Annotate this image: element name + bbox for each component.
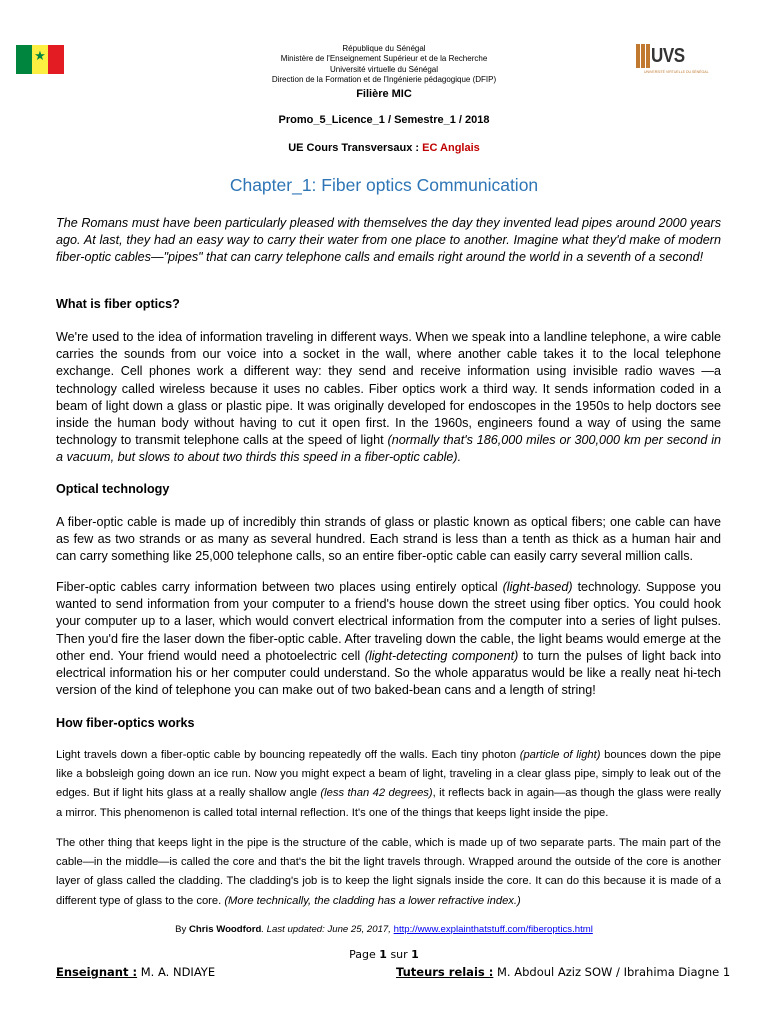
teacher-name: M. A. NDIAYE <box>137 965 216 979</box>
credit-by: By <box>175 924 189 935</box>
footer-tutors <box>396 965 730 979</box>
how-text: , it reflects back in again—as though the glass were really a mirror. This phenomenon is called total internal reflection. It's one of the things that keeps light inside the pipe. <box>56 787 721 819</box>
uvs-logo-text: UVS <box>651 45 685 67</box>
footer-teacher <box>56 965 215 979</box>
ue-name: UE Cours Transversaux : <box>288 142 423 154</box>
institution-header <box>0 44 768 85</box>
header-line: Direction de la Formation et de l'Ingénierie pédagogique (DFIP) <box>271 74 497 84</box>
ue-subject: EC Anglais <box>422 142 480 154</box>
how-italic: (More technically, the cladding has a lower refractive index.) <box>224 894 521 907</box>
header-line: Ministère de l'Enseignement Supérieur et de la Recherche <box>280 54 488 64</box>
section-heading-what: What is fiber optics? <box>56 297 180 311</box>
star-icon: ★ <box>34 49 46 64</box>
page-of-label: sur <box>386 948 412 961</box>
how-paragraph-1 <box>56 746 721 823</box>
page-label: Page <box>349 948 380 961</box>
tutors-label: Tuteurs relais : <box>396 965 494 979</box>
what-italic: (normally that's 186,000 miles or 300,000 km per second in a vacuum, but slows to about two thirds this speed in a fiber-optic cable). <box>56 433 722 465</box>
optical-italic: (light-based) <box>502 580 573 594</box>
credit-line <box>0 924 768 936</box>
section-heading-how: How fiber-optics works <box>56 716 195 730</box>
what-paragraph <box>56 329 721 467</box>
uvs-logo-subtext: UNIVERSITÉ VIRTUELLE DU SÉNÉGAL <box>644 70 709 74</box>
header-line: République du Sénégal <box>342 44 426 53</box>
how-text: The other thing that keeps light in the pipe is the structure of the cable, which is made up of two separate parts. The main part of the cable—in the middle—is called the core and that's the bit the light travels through. Wrapped around the outside of the core is another layer of glass called the cladding. The cladding's job is to keep the light signals inside the core. It can do this because it is made of a different type of glass to the core. <box>56 837 721 907</box>
optical-paragraph-2 <box>56 579 721 699</box>
section-heading-optical: Optical technology <box>56 482 170 496</box>
credit-updated: . Last updated: June 25, 2017, <box>261 924 394 935</box>
page-total: 1 <box>411 948 419 961</box>
optical-text: Fiber-optic cables carry information between two places using entirely optical <box>56 580 503 594</box>
how-paragraph-2 <box>56 834 721 911</box>
page-current: 1 <box>379 948 387 961</box>
how-italic: (particle of light) <box>519 749 601 761</box>
filiere-label: Filière MIC <box>356 88 412 100</box>
how-italic: (less than 42 degrees) <box>320 787 433 800</box>
page-number <box>0 948 768 962</box>
how-text: Light travels down a fiber-optic cable by bouncing repeatedly off the walls. Each tiny photon <box>56 749 520 761</box>
how-text: bounces down the pipe like a bobsleigh going down an ice run. Now you might expect a beam of light, traveling in a clear glass pipe, simply to leak out of the edges. But if light hits glass at a really shallow angle <box>56 749 721 800</box>
header-line: Université virtuelle du Sénégal <box>329 64 439 74</box>
tutors-names: M. Abdoul Aziz SOW / Ibrahima Diagne 1 <box>493 965 731 979</box>
source-link[interactable]: http://www.explainthatstuff.com/fiberoptics.html <box>393 924 593 935</box>
what-text: We're used to the idea of information traveling in different ways. When we speak into a landline telephone, a wire cable carries the sounds from our voice into a socket in the wall, where another cable takes it to the local telephone exchange. Cell phones work a different way: they send and receive information using invisible radio waves —a technology called wireless because it uses no cables. Fiber optics work a third way. It sends information coded in a beam of light down a glass or plastic pipe. It was originally developed for endoscopes in the 1950s to help doctors see inside the human body without having to cut it open first. In the 1960s, engineers found a way of using the same technology to transmit telephone calls at the speed of light <box>56 330 721 448</box>
teacher-label: Enseignant : <box>56 965 138 979</box>
optical-text: technology. Suppose you wanted to send information from your computer to a friend's house down the street using fiber optics. You could hook your computer up to a laser, which would convert electrical information from the computer into a series of light pulses. Then you'd fire the laser down the fiber-optic cable. After traveling down the cable, the light beams would emerge at the other end. Your friend would need a photoelectric cell <box>56 580 722 663</box>
optical-text: to turn the pulses of light back into electrical information his or her computer could understand. So the whole apparatus would be like a really neat hi-tech version of the kind of telephone you can make out of two baked-bean cans and a length of string! <box>56 648 722 698</box>
promo-label: Promo_5_Licence_1 / Semestre_1 / 2018 <box>278 114 490 126</box>
ue-label <box>0 142 768 155</box>
chapter-title: Chapter_1: Fiber optics Communication <box>229 175 539 195</box>
credit-author: Chris Woodford <box>189 924 262 935</box>
optical-paragraph-1: A fiber-optic cable is made up of incredibly thin strands of glass or plastic known as optical fibers; one cable can have as few as two strands or as many as several hundred. Each strand is less than a tenth as thick as a human hair and can carry something like 25,000 telephone calls, so an entire fiber-optic cable can easily carry several million calls. <box>56 515 721 564</box>
intro-paragraph <box>56 215 721 267</box>
optical-italic: (light-detecting component) <box>364 648 519 663</box>
intro-text: The Romans must have been particularly pleased with themselves the day they invented lead pipes around 2000 years ago. At last, they had an easy way to carry their water from one place to another. Imagine what they'd make of modern fiber-optic cables—"pipes" that can carry telephone calls and emails right around the world in a seventh of a second! <box>56 216 721 265</box>
